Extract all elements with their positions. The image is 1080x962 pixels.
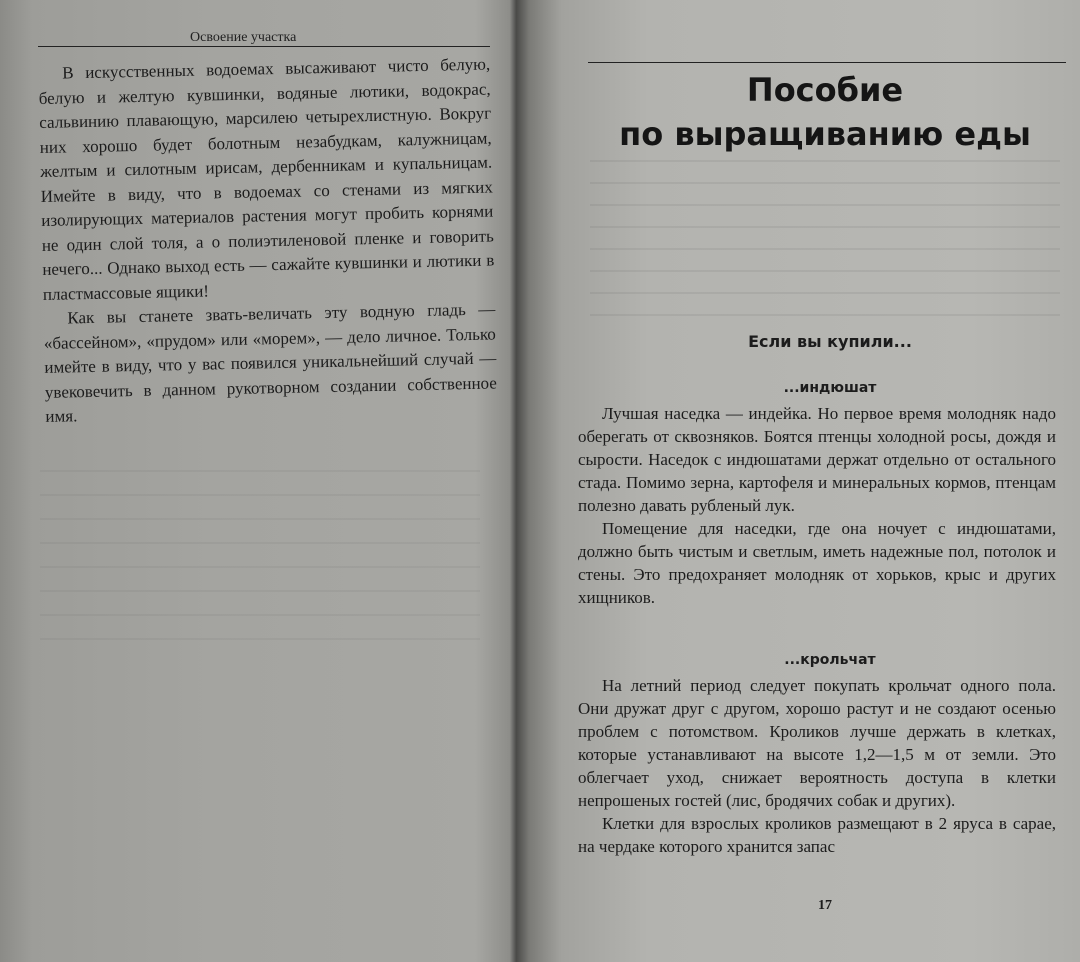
- subsection-body: [578, 674, 1056, 858]
- paragraph: Лучшая наседка — индейка. Но первое время молодняк надо оберегать от сквозняков. Боятся птенцы холодной росы, дождя и сырости. Наседок с индюшатами держат отдельно от остального стада. Помимо зерна, картофеля и минеральных кормов, птенцам полезно давать рубленый лук.: [578, 404, 1056, 515]
- left-page: [0, 0, 505, 962]
- page-number: 17: [818, 898, 832, 913]
- paragraph: На летний период следует покупать крольчат одного пола. Они дружат друг с другом, хорошо растут и не создают осенью проблем с потомством. Кроликов лучше держать в клетках, которые устанавливают на высоте 1,2—1,5 м от земли. Это облегчает уход, снижает вероятность доступа в клетки непрошеных гостей (лис, бродячих собак и других).: [578, 676, 1056, 810]
- running-head: Освоение участка: [190, 30, 297, 45]
- header-rule: [38, 46, 490, 47]
- paragraph: Клетки для взрослых кроликов размещают в 2 яруса в сарае, на чердаке которого хранится запас: [578, 814, 1056, 856]
- subsection-body: [578, 402, 1056, 609]
- show-through-text: [40, 470, 480, 650]
- right-page: [530, 0, 1080, 962]
- chapter-title-line: Пособие: [746, 71, 904, 109]
- chapter-title-line: по выращиванию еды: [619, 115, 1031, 153]
- left-body-text: [38, 53, 498, 430]
- chapter-title: [590, 68, 1060, 156]
- show-through-text: [590, 160, 1060, 320]
- header-rule: [588, 62, 1066, 63]
- paragraph: Помещение для наседки, где она ночует с индюшатами, должно быть чистым и светлым, иметь надежные пол, потолок и стены. Это предохраняет молодняк от хорьков, крыс и других хищников.: [578, 519, 1056, 607]
- section-title: Если вы купили...: [748, 332, 912, 351]
- subsection-title: ...крольчат: [784, 652, 876, 668]
- paragraph: Как вы станете звать-величать эту водную гладь — «бассейном», «прудом» или «морем», — дело личное. Только имейте в виду, что у вас появился уникальнейший случай — увековечить в данном рукотворном создании собственное имя.: [43, 299, 498, 426]
- subsection-title: ...индюшат: [783, 380, 877, 396]
- paragraph: В искусственных водоемах высаживают чисто белую, белую и желтую кувшинки, водяные лютики, водокрас, сальвинию плавающую, марсилею четырехлистную. Вокруг них хорошо будет болотным незабудкам, калужницам, желтым и силотным ирисам, дербенникам и купальницам. Имейте в виду, что в водоемах со стенами из мягких изолирующих материалов растения могут пробить корнями не один слой толя, а о полиэтиленовой пленке и говорить нечего... Однако выход есть — сажайте кувшинки и лютики в пластмассовые ящики!: [38, 54, 495, 304]
